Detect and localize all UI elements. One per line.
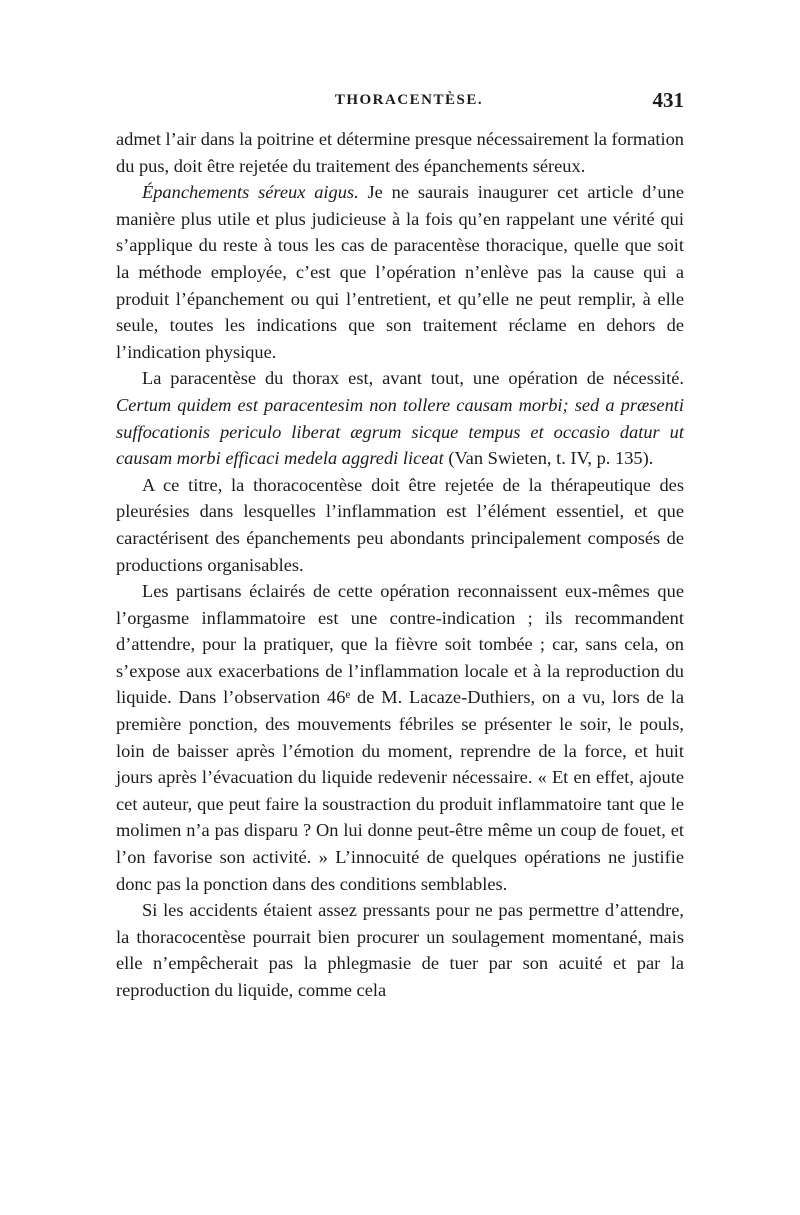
paragraph-text: Je ne saurais inaugurer cet article d’une manière plus utile et plus judicieuse à la fois qu’en rappelant une vérité qui s’applique du reste à tous les cas de paracentèse thoracique, quelle que soit la méthode employée, c’est que l’opération n’enlève pas la cause qui a produit l’épanchement ou qui l’entretient, et qu’elle ne peut remplir, à elle seule, toutes les indications que son traitement réclame en dehors de l’indication physique. [116, 182, 684, 362]
paragraph-serous-effusions [116, 179, 684, 365]
running-title: THORACENTÈSE. [334, 92, 484, 108]
paragraph-continuation [116, 126, 684, 179]
body-text [116, 126, 684, 1004]
paragraph-text: admet l’air dans la poitrine et détermine presque nécessairement la formation du pus, doit être rejetée du traitement des épanchements séreux. [116, 129, 684, 176]
paragraph-accidents [116, 897, 684, 1003]
book-page [116, 88, 684, 1004]
citation: (Van Swieten, t. IV, p. 135). [443, 448, 654, 469]
paragraph-partisans [116, 578, 684, 897]
page-number: 431 [652, 88, 684, 112]
paragraph-text: Si les accidents étaient assez pressants pour ne pas permettre d’attendre, la thoracocentèse pourrait bien procurer un soulagement momentané, mais elle n’empêcherait pas la phlegmasie de tuer par son acuité et par la reproduction du liquide, comme cela [116, 900, 684, 1000]
paragraph-text: A ce titre, la thoracocentèse doit être rejetée de la thérapeutique des pleurésies dans lesquelles l’inflammation est l’élément essentiel, et que caractérisent des épanchements peu abondants principalement composés de productions organisables. [116, 474, 684, 575]
paragraph-text: La paracentèse du thorax est, avant tout, une opération de nécessité. [142, 368, 684, 389]
latin-quote: Certum quidem est paracentesim non tollere causam morbi; sed a præsenti suffocationis periculo liberat ægrum sicque tempus et occasio datur ut causam morbi efficaci medela aggredi liceat [116, 394, 684, 469]
page-header [116, 88, 684, 126]
paragraph-text: Les partisans éclairés de cette opération reconnaissent eux-mêmes que l’orgasme inflammatoire est une contre-indication ; ils recommandent d’attendre, pour la pratiquer, que la fièvre soit tombée ; car, sans cela, on s’expose aux exacerbations de l’inflammation locale et à la reproduction du liquide. Dans l’observation 46ᵉ de M. Lacaze-Duthiers, on a vu, lors de la première ponction, des mouvements fébriles se présenter le soir, le pouls, loin de baisser après l’émotion du moment, reprendre de la force, et huit jours après l’évacuation du liquide redevenir nécessaire. « Et en effet, ajoute cet auteur, que peut faire la soustraction du produit inflammatoire tant que le molimen n’a pas disparu ? On lui donne peut-être même un coup de fouet, et l’on favorise son activité. » L’innocuité de quelques opérations ne justifie donc pas la ponction dans des conditions semblables. [116, 581, 684, 894]
section-heading: Épanchements séreux aigus. [142, 182, 359, 203]
paragraph-necessity [116, 365, 684, 471]
paragraph-rejection [116, 472, 684, 578]
